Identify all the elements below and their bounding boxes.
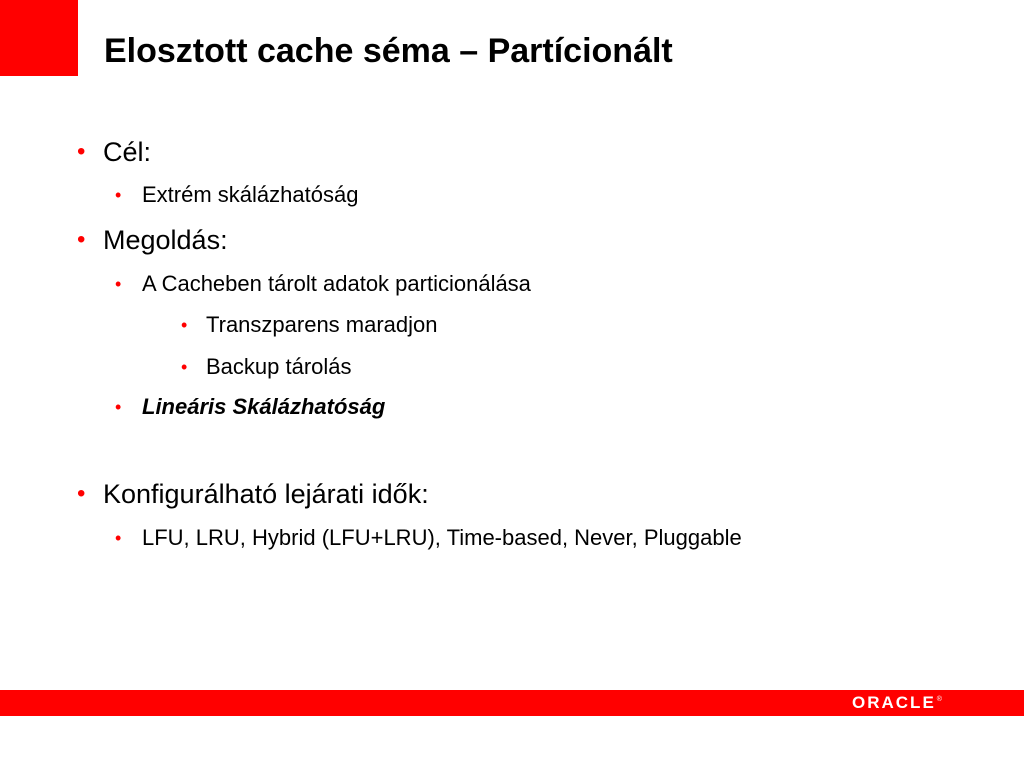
bullet-text: LFU, LRU, Hybrid (LFU+LRU), Time-based, Never, Pluggable (142, 525, 742, 550)
bullet-text: Cél: (103, 137, 152, 167)
bullet-text: A Cacheben tárolt adatok particionálása (142, 271, 531, 296)
bullet-extrem-skalazhatosag (115, 177, 359, 213)
bullet-backup (181, 353, 352, 381)
slide-title: Elosztott cache séma – Partícionált (104, 32, 673, 70)
bullet-cache-policies (115, 520, 822, 556)
bullet-dot-icon: • (77, 138, 86, 165)
bullet-transzparens (181, 311, 438, 339)
bullet-dot-icon: • (181, 357, 188, 377)
title-accent-square (0, 0, 78, 76)
bullet-text: Transzparens maradjon (206, 312, 438, 337)
bullet-dot-icon: • (181, 315, 188, 335)
bullet-cel (77, 136, 152, 168)
bullet-linearis-skalazhatosag (115, 389, 386, 425)
bullet-text: Backup tárolás (206, 354, 352, 379)
logo-registered-mark: ® (936, 696, 942, 703)
bullet-megoldas (77, 224, 228, 256)
bullet-dot-icon: • (77, 226, 86, 253)
logo-text: ORACLE (852, 693, 936, 712)
bullet-dot-icon: • (115, 185, 122, 205)
bullet-dot-icon: • (115, 528, 122, 548)
bullet-text: Extrém skálázhatóság (142, 182, 359, 207)
bullet-particionalas (115, 266, 531, 302)
bullet-dot-icon: • (115, 274, 122, 294)
oracle-logo-icon (852, 693, 962, 713)
bullet-text: Lineáris Skálázhatóság (142, 394, 386, 419)
bullet-text: Megoldás: (103, 225, 228, 255)
bullet-dot-icon: • (115, 397, 122, 417)
bullet-lejarati-idok (77, 478, 429, 510)
bullet-text: Konfigurálható lejárati idők: (103, 479, 429, 509)
bullet-dot-icon: • (77, 480, 86, 507)
